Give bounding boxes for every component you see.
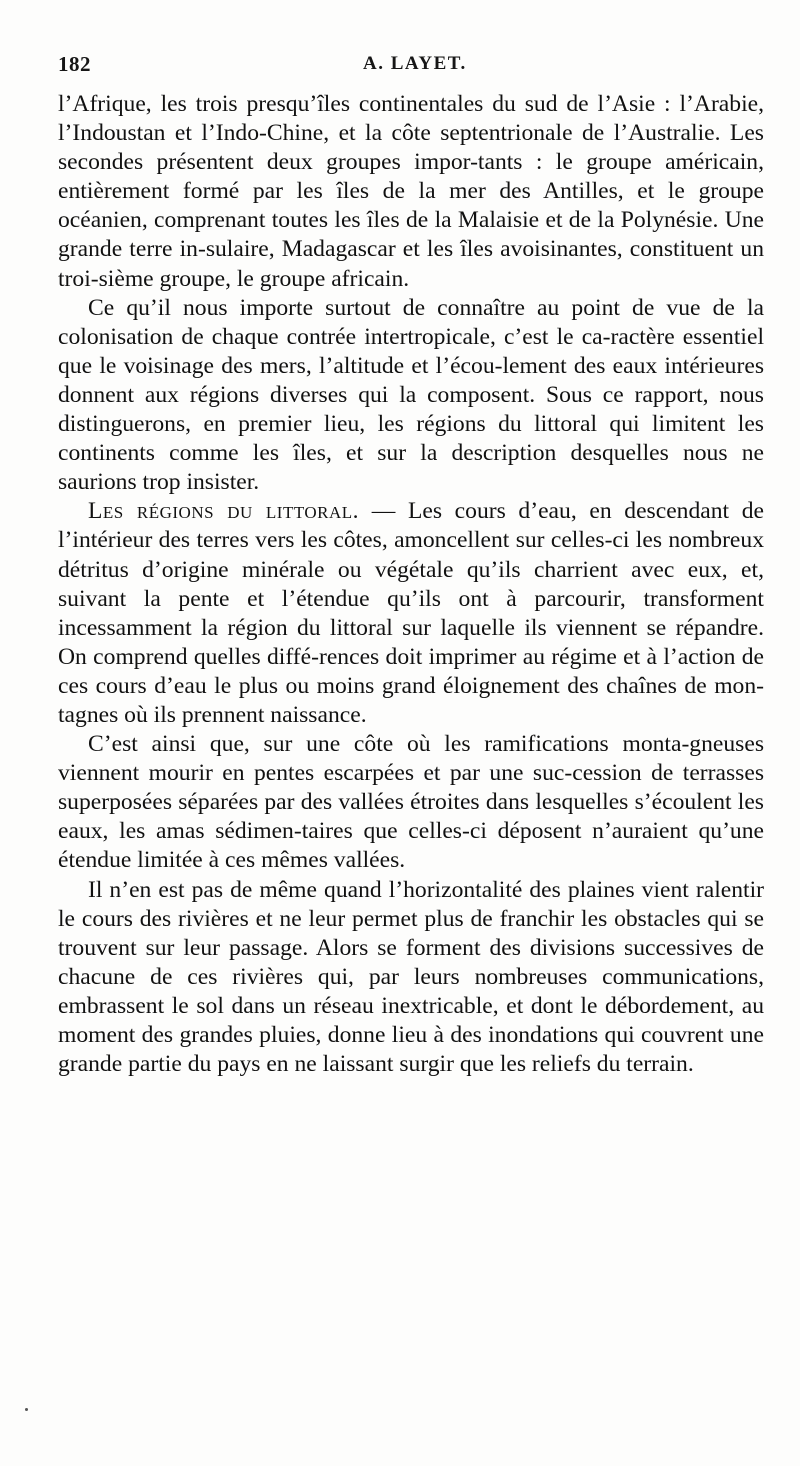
paragraph-4: C’est ainsi que, sur une côte où les ramifications monta-gneuses viennent mourir en pentes escarpées et par une suc-cession de terrasses superposées séparées par des vallées étroites dans lesquelles s’écoulent les eaux, les amas sédimen-taires que celles-ci déposent n’auraient qu’une étendue limitée à ces mêmes vallées.: [58, 731, 764, 874]
body-text: [58, 90, 764, 1079]
page-header: [58, 52, 768, 82]
running-head: A. LAYET.: [363, 53, 467, 74]
page-number: 182: [58, 52, 91, 76]
paragraph-3-text: — Les cours d’eau, en descendant de l’intérieur des terres vers les côtes, amoncellent sur celles-ci les nombreux détritus d’origine minérale ou végétale qu’ils charrient avec eux, et, suivant la pente et l’étendue qu’ils ont à parcourir, transforment incessamment la région du littoral sur laquelle ils viennent se répandre. On comprend quelles diffé-rences doit imprimer au régime et à l’action de ces cours d’eau le plus ou moins grand éloignement des chaînes de mon-tagnes où ils prennent naissance.: [58, 498, 764, 728]
section-heading: Les régions du littoral.: [88, 498, 360, 525]
margin-speck: [25, 1408, 28, 1411]
paragraph-5: Il n’en est pas de même quand l’horizontalité des plaines vient ralentir le cours des rivières et ne leur permet plus de franchir les obstacles qui se trouvent sur leur passage. Alors se forment des divisions successives de chacune de ces rivières qui, par leurs nombreuses communications, embrassent le sol dans un réseau inextricable, et dont le débordement, au moment des grandes pluies, donne lieu à des inondations qui couvrent une grande partie du pays en ne laissant surgir que les reliefs du terrain.: [58, 876, 764, 1078]
paragraph-2: Ce qu’il nous importe surtout de connaître au point de vue de la colonisation de chaque contrée intertropicale, c’est le ca-ractère essentiel que le voisinage des mers, l’altitude et l’écou-lement des eaux intérieures donnent aux régions diverses qui la composent. Sous ce rapport, nous distinguerons, en premier lieu, les régions du littoral qui limitent les continents comme les îles, et sur la description desquelles nous ne saurions trop insister.: [58, 294, 764, 496]
paragraph-3: [58, 497, 764, 730]
paragraph-1: l’Afrique, les trois presqu’îles continentales du sud de l’Asie : l’Arabie, l’Indoustan et l’Indo-Chine, et la côte septentrionale de l’Australie. Les secondes présentent deux groupes impor-tants : le groupe américain, entièrement formé par les îles de la mer des Antilles, et le groupe océanien, comprenant toutes les îles de la Malaisie et de la Polynésie. Une grande terre in-sulaire, Madagascar et les îles avoisinantes, constituent un troi-sième groupe, le groupe africain.: [58, 91, 764, 292]
